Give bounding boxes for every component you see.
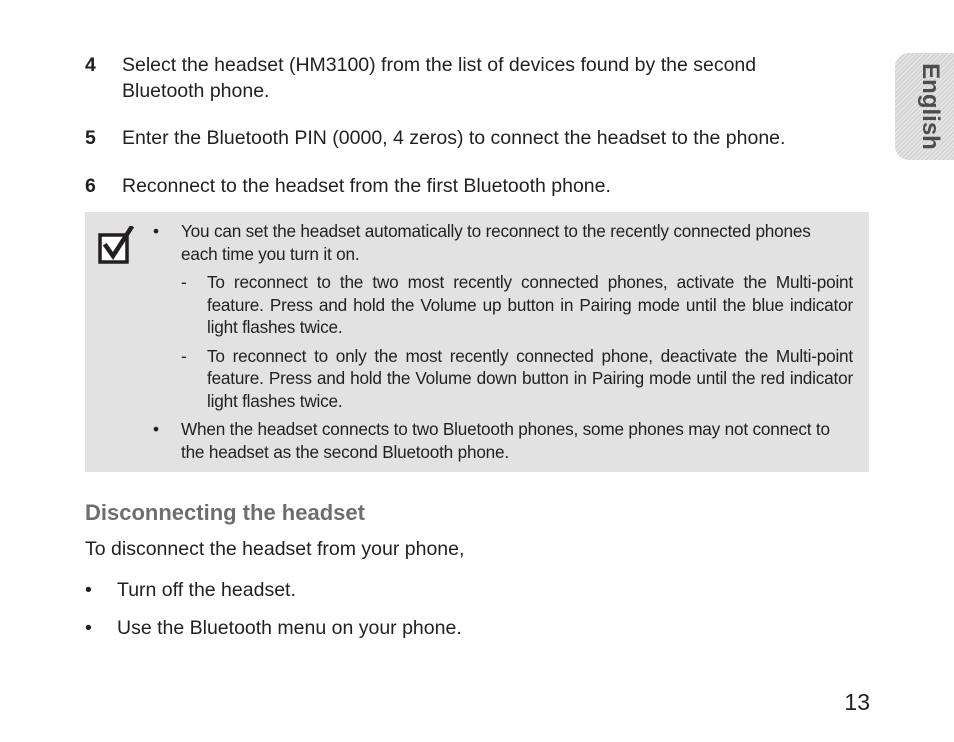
- language-tab-label: English: [917, 63, 944, 150]
- note-bullet: [153, 418, 831, 463]
- dash-mark: -: [181, 272, 187, 292]
- list-item-text: Use the Bluetooth menu on your phone.: [117, 617, 462, 639]
- language-tab: [895, 53, 954, 160]
- step-4: [85, 52, 865, 104]
- checkbox-icon: [98, 226, 134, 264]
- section-heading: Disconnecting the headset: [85, 500, 365, 525]
- note-sub-text: To reconnect to only the most recently connected phone, deactivate the Multi-point feature. Press and hold the Volume down button in Pairing mode until the red indicator light flashes twice.: [207, 345, 853, 411]
- note-bullet: [153, 220, 831, 265]
- list-item: [85, 616, 462, 640]
- note-box: [85, 212, 869, 472]
- bullet-mark: •: [153, 419, 159, 439]
- note-bullet-text: When the headset connects to two Bluetooth phones, some phones may not connect to the headset as the second Bluetooth phone.: [181, 419, 830, 462]
- bullet-mark: •: [85, 617, 92, 639]
- step-5: [85, 125, 865, 151]
- note-sub-item: [153, 271, 853, 339]
- note-content: [153, 220, 853, 463]
- list-item-text: Turn off the headset.: [117, 579, 296, 601]
- section-intro: To disconnect the headset from your phone,: [85, 538, 465, 560]
- note-bullet-text: You can set the headset automatically to reconnect to the recently connected phones each time you turn it on.: [181, 221, 811, 264]
- step-text: Reconnect to the headset from the first Bluetooth phone.: [122, 175, 611, 197]
- bullet-mark: •: [85, 579, 92, 601]
- page-number: 13: [844, 689, 870, 715]
- list-item: [85, 578, 296, 602]
- note-sub-item: [153, 345, 853, 413]
- step-text: Enter the Bluetooth PIN (0000, 4 zeros) to connect the headset to the phone.: [122, 127, 786, 149]
- step-6: [85, 173, 865, 199]
- step-number: 6: [85, 175, 96, 197]
- note-sub-text: To reconnect to the two most recently connected phones, activate the Multi-point feature. Press and hold the Volume up button in Pairing mode until the blue indicator light flashes twice.: [207, 272, 853, 337]
- bullet-mark: •: [153, 221, 159, 241]
- step-number: 4: [85, 54, 96, 76]
- dash-mark: -: [181, 345, 187, 366]
- step-number: 5: [85, 127, 96, 149]
- step-text: Select the headset (HM3100) from the list of devices found by the second Bluetooth phone.: [122, 54, 757, 102]
